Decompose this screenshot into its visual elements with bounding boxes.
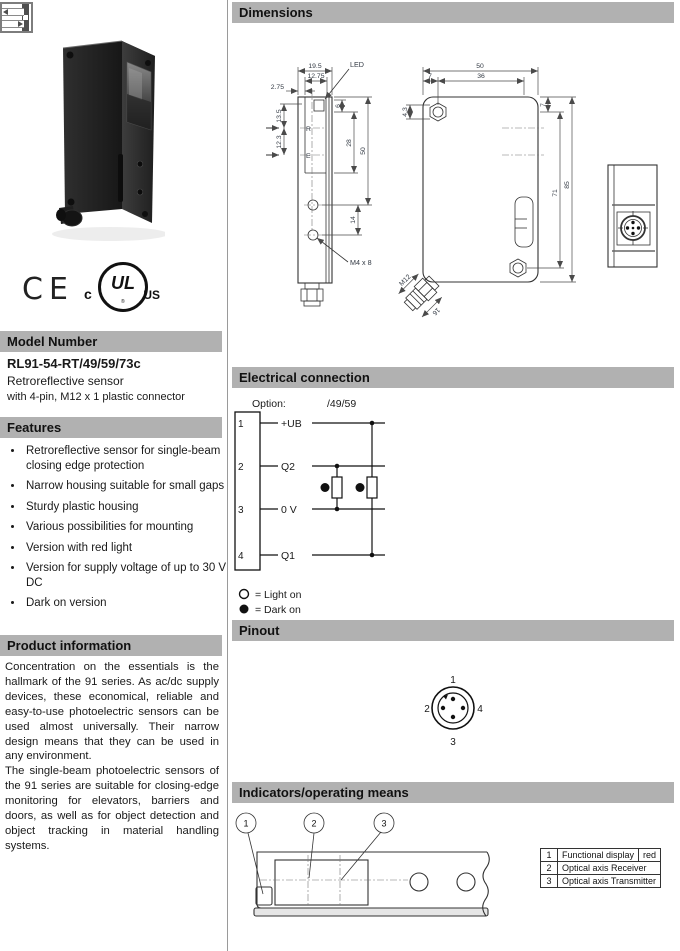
dim-emitter-axis: E — [306, 153, 311, 160]
option-value: /49/59 — [327, 398, 357, 410]
indicators-header: Indicators/operating means — [232, 782, 674, 803]
product-info-header: Product information — [0, 635, 222, 656]
dim-side-width: 50 — [476, 63, 484, 70]
terminal-number: 4 — [238, 551, 244, 562]
model-description: Retroreflective sensor — [7, 374, 124, 388]
feature-item: • Narrow housing suitable for small gaps — [24, 479, 238, 494]
dim-side-w2: 36 — [477, 73, 485, 80]
table-row — [541, 875, 661, 888]
feature-item: • Sturdy plastic housing — [24, 500, 238, 515]
dim-body-height: 50 — [360, 147, 367, 155]
dim-width-outer: 19.5 — [308, 63, 322, 70]
terminal-label: 0 V — [281, 504, 297, 516]
pin-label-4: 4 — [477, 704, 483, 715]
terminal-number: 1 — [238, 419, 244, 430]
dim-width-offset: 2.75 — [270, 84, 284, 91]
pin-label-1: 1 — [450, 675, 456, 686]
model-connector-note: with 4-pin, M12 x 1 plastic connector — [7, 391, 185, 403]
terminal-number: 2 — [238, 462, 244, 473]
model-number-header: Model Number — [0, 331, 222, 352]
dim-led-height: 6 — [335, 104, 342, 108]
terminal-number: 3 — [238, 505, 244, 516]
ul-registered-icon: ® — [121, 299, 125, 305]
features-header: Features — [0, 417, 222, 438]
retroreflective-sensor-icon — [0, 2, 33, 33]
electrical-diagram — [230, 393, 680, 625]
row-description: Optical axis Receiver — [558, 862, 661, 875]
dim-conn-length: 16 — [430, 305, 441, 317]
row-number: 1 — [541, 849, 558, 862]
features-list — [4, 444, 238, 617]
led-callout-label: LED — [350, 60, 364, 69]
dim-side-hole: 4.3 — [402, 107, 409, 117]
table-row — [541, 862, 661, 875]
feature-item: • Retroreflective sensor for single-beam closing edge protection — [24, 444, 238, 473]
dim-conn-thread: M12 — [398, 273, 413, 288]
dark-on-text: = Dark on — [255, 604, 301, 616]
feature-item: • Version for supply voltage of up to 30 V DC — [24, 561, 238, 590]
row-description: Optical axis Transmitter — [558, 875, 661, 888]
product-photo — [15, 36, 165, 246]
product-info-paragraph: Concentration on the essentials is the hallmark of the 91 series. As ac/dc supply devices, these economical, reliable and easy-to-use photoelectric sensors can be used almost universally. Their narrow design means that they can be used in any environment. — [5, 661, 219, 763]
row-number: 2 — [541, 862, 558, 875]
dim-side-inner: 71 — [552, 189, 559, 197]
feature-item: • Version with red light — [24, 541, 238, 556]
pin-label-3: 3 — [450, 737, 456, 748]
dim-side-w1: 7 — [428, 73, 432, 80]
row-number: 3 — [541, 875, 558, 888]
terminal-label: Q1 — [281, 550, 296, 562]
pinout-diagram — [230, 645, 680, 777]
ul-c-label: c — [84, 286, 92, 302]
electrical-connection-header: Electrical connection — [232, 367, 674, 388]
callout-number: 3 — [381, 818, 387, 829]
option-label: Option: — [252, 398, 286, 410]
dimensions-header: Dimensions — [232, 2, 674, 23]
ce-mark: CE — [22, 272, 74, 307]
product-info-paragraph: The single-beam photoelectric sensors of the 91 series are suitable for closing-edge monitoring for elevators, barriers and doors, as well as for object detection and object tracking in material handling systems. — [5, 765, 219, 852]
dim-height-mid: 12.3 — [276, 135, 283, 149]
dark-on-dot — [356, 483, 365, 492]
dim-side-outer: 85 — [564, 181, 571, 189]
table-row — [541, 849, 661, 862]
ul-us-label: US — [143, 288, 160, 302]
dim-width-inner: 12.75 — [307, 73, 325, 80]
ul-letters: UL — [111, 273, 135, 293]
feature-item: • Various possibilities for mounting — [24, 520, 238, 535]
row-extra: red — [639, 849, 661, 862]
feature-item: • Dark on version — [24, 596, 238, 611]
callout-number: 1 — [243, 818, 249, 829]
light-on-text: = Light on — [255, 589, 302, 601]
ul-mark — [84, 260, 160, 314]
ul-circle — [98, 262, 148, 312]
row-description: Functional display — [558, 849, 639, 862]
dimensions-drawing — [230, 25, 680, 360]
pin-label-2: 2 — [424, 704, 430, 715]
dark-on-symbol — [240, 605, 249, 614]
dim-side-top: 7 — [540, 103, 547, 107]
dim-height-top: 13.5 — [276, 109, 283, 123]
dark-on-dot — [321, 483, 330, 492]
dim-hole-spacing: 14 — [350, 216, 357, 224]
dim-window-height: 28 — [346, 139, 353, 147]
dim-receiver-axis: R — [306, 126, 311, 133]
model-code: RL91-54-RT/49/59/73c — [7, 356, 141, 371]
dim-thread-label: M4 x 8 — [350, 258, 372, 267]
terminal-label: Q2 — [281, 461, 296, 473]
terminal-label: +UB — [281, 418, 302, 430]
indicators-table — [540, 848, 661, 888]
callout-number: 2 — [311, 818, 317, 829]
product-info-text — [5, 660, 219, 854]
light-on-symbol — [240, 590, 249, 599]
pinout-header: Pinout — [232, 620, 674, 641]
